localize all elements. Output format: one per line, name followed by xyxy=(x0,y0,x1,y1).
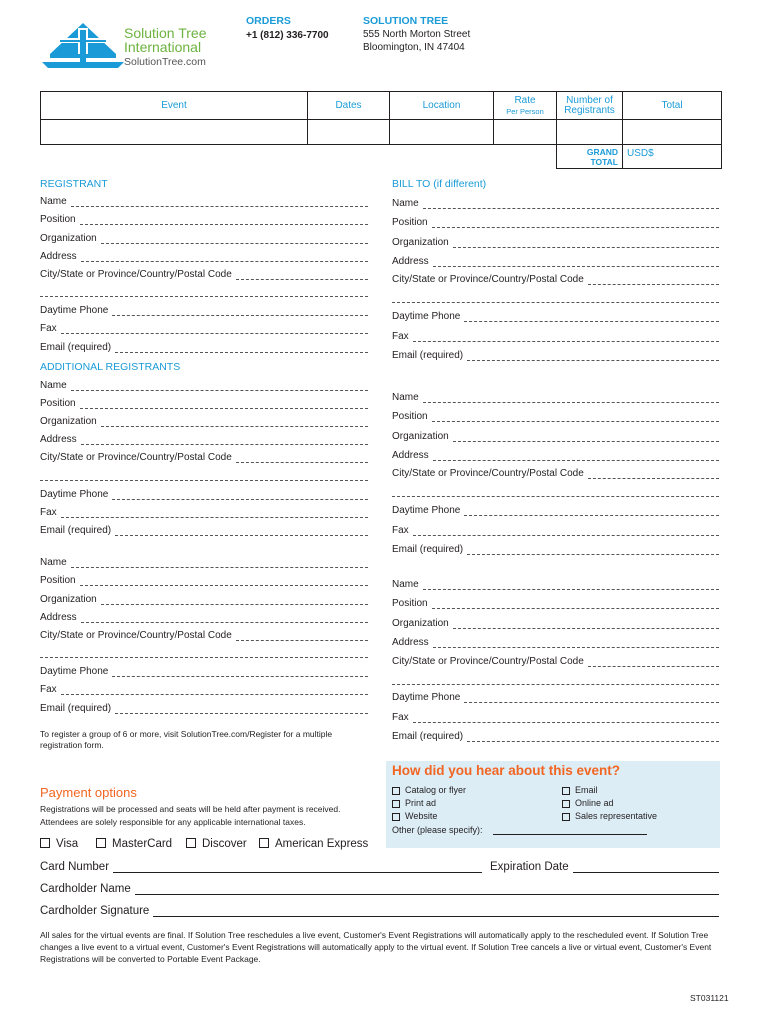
col-total: Total xyxy=(623,92,722,120)
col-dates: Dates xyxy=(308,92,390,120)
logo-name-2: International xyxy=(124,39,202,55)
how-online-option[interactable]: Online ad xyxy=(562,798,614,808)
bill-email-field[interactable]: Email (required) xyxy=(392,350,719,361)
tree-logo-icon xyxy=(42,22,124,68)
registrant-phone-field[interactable]: Daytime Phone xyxy=(40,305,368,316)
form-code: ST031121 xyxy=(690,993,729,1003)
add3-city-field[interactable]: City/State or Province/Country/Postal Code xyxy=(392,468,719,479)
add2-fax-field[interactable]: Fax xyxy=(40,684,368,695)
registrant-name-field[interactable]: Name xyxy=(40,196,368,207)
location-cell[interactable] xyxy=(390,120,494,145)
how-sales-option[interactable]: Sales representative xyxy=(562,811,657,821)
company-street: 555 North Morton Street xyxy=(363,29,471,40)
logo xyxy=(42,22,232,72)
rate-cell[interactable] xyxy=(494,120,557,145)
logo-name-1: Solution Tree xyxy=(124,25,207,41)
online-checkbox[interactable] xyxy=(562,800,570,808)
grand-total-cell[interactable] xyxy=(623,145,722,169)
grand-total-label xyxy=(557,145,623,169)
add4-city-line2[interactable] xyxy=(392,684,719,685)
card-number-field[interactable]: Card Number xyxy=(40,861,482,873)
bill-position-field[interactable]: Position xyxy=(392,217,719,228)
cardholder-signature-field[interactable]: Cardholder Signature xyxy=(40,905,719,917)
add2-position-field[interactable]: Position xyxy=(40,575,368,586)
add4-fax-field[interactable]: Fax xyxy=(392,712,719,723)
add3-position-field[interactable]: Position xyxy=(392,411,719,422)
add1-position-field[interactable]: Position xyxy=(40,398,368,409)
how-heard-box xyxy=(386,761,720,848)
registrant-address-field[interactable]: Address xyxy=(40,251,368,262)
col-registrants-2: Registrants xyxy=(564,104,615,116)
registrant-email-field[interactable]: Email (required) xyxy=(40,342,368,353)
how-print-option[interactable]: Print ad xyxy=(392,798,436,808)
payment-note-2: Attendees are solely responsible for any applicable international taxes. xyxy=(40,817,306,827)
add1-city-field[interactable]: City/State or Province/Country/Postal Code xyxy=(40,452,368,463)
group-note: To register a group of 6 or more, visit SolutionTree.com/Register for a multiple registration form. xyxy=(40,729,333,750)
sales-checkbox[interactable] xyxy=(562,813,570,821)
bill-to-title: BILL TO (if different) xyxy=(392,178,487,190)
add1-phone-field[interactable]: Daytime Phone xyxy=(40,489,368,500)
catalog-checkbox[interactable] xyxy=(392,787,400,795)
print-checkbox[interactable] xyxy=(392,800,400,808)
payment-note-1: Registrations will be processed and seats will be held after payment is received. xyxy=(40,804,341,814)
add4-position-field[interactable]: Position xyxy=(392,598,719,609)
add3-city-line2[interactable] xyxy=(392,496,719,497)
add1-city-line2[interactable] xyxy=(40,480,368,481)
discover-checkbox[interactable] xyxy=(186,838,196,848)
how-email-option[interactable]: Email xyxy=(562,785,598,795)
col-location: Location xyxy=(390,92,494,120)
add4-city-field[interactable]: City/State or Province/Country/Postal Code xyxy=(392,656,719,667)
add2-city-line2[interactable] xyxy=(40,657,368,658)
add3-phone-field[interactable]: Daytime Phone xyxy=(392,505,719,516)
col-registrants-1: Number of xyxy=(566,94,613,106)
visa-checkbox[interactable] xyxy=(40,838,50,848)
registrant-city-line2[interactable] xyxy=(40,296,368,297)
registrant-title: REGISTRANT xyxy=(40,178,108,190)
col-rate-label: Rate xyxy=(514,94,536,106)
registrant-position-field[interactable]: Position xyxy=(40,214,368,225)
email-checkbox[interactable] xyxy=(562,787,570,795)
amex-checkbox[interactable] xyxy=(259,838,269,848)
col-registrants xyxy=(557,92,623,120)
add4-address-field[interactable]: Address xyxy=(392,637,719,648)
registrant-fax-field[interactable]: Fax xyxy=(40,323,368,334)
col-rate xyxy=(494,92,557,120)
bill-phone-field[interactable]: Daytime Phone xyxy=(392,311,719,322)
add2-city-field[interactable]: City/State or Province/Country/Postal Code xyxy=(40,630,368,641)
total-cell[interactable] xyxy=(623,120,722,145)
logo-url: SolutionTree.com xyxy=(124,56,206,68)
bill-fax-field[interactable]: Fax xyxy=(392,331,719,342)
add3-email-field[interactable]: Email (required) xyxy=(392,544,719,555)
order-table xyxy=(40,91,722,169)
dates-cell[interactable] xyxy=(308,120,390,145)
registrant-city-field[interactable]: City/State or Province/Country/Postal Code xyxy=(40,269,368,280)
additional-title: ADDITIONAL REGISTRANTS xyxy=(40,361,181,373)
bill-organization-field[interactable]: Organization xyxy=(392,237,719,248)
add4-organization-field[interactable]: Organization xyxy=(392,618,719,629)
orders-title: ORDERS xyxy=(246,15,291,27)
currency-label: USD$ xyxy=(627,148,654,159)
payment-title: Payment options xyxy=(40,785,137,800)
add3-name-field[interactable]: Name xyxy=(392,392,719,403)
cardholder-name-field[interactable]: Cardholder Name xyxy=(40,883,719,895)
bill-city-line2[interactable] xyxy=(392,302,719,303)
add2-phone-field[interactable]: Daytime Phone xyxy=(40,666,368,677)
add4-name-field[interactable]: Name xyxy=(392,579,719,590)
grand-total-2: TOTAL xyxy=(590,156,618,167)
event-cell[interactable] xyxy=(41,120,308,145)
card-discover-option[interactable]: Discover xyxy=(186,838,247,850)
add1-email-field[interactable]: Email (required) xyxy=(40,525,368,536)
website-checkbox[interactable] xyxy=(392,813,400,821)
add3-fax-field[interactable]: Fax xyxy=(392,525,719,536)
add1-name-field[interactable]: Name xyxy=(40,380,368,391)
card-amex-option[interactable]: American Express xyxy=(259,838,368,850)
add2-address-field[interactable]: Address xyxy=(40,612,368,623)
expiration-field[interactable]: Expiration Date xyxy=(490,861,719,873)
add4-phone-field[interactable]: Daytime Phone xyxy=(392,692,719,703)
terms-text: All sales for the virtual events are final. If Solution Tree reschedules a live event, Customer's Event Registrations will automatically apply to the rescheduled event. If Solution Tree changes a live event to a virtual event, Customer's Event Registrations will automatically apply to the virtual event. If Solution Tree cancels a live or virtual event, Customer's Event Registrations will be converted to Portable Event Package. xyxy=(40,930,712,964)
how-heard-title: How did you hear about this event? xyxy=(392,763,621,778)
add4-email-field[interactable]: Email (required) xyxy=(392,731,719,742)
how-catalog-option[interactable]: Catalog or flyer xyxy=(392,785,466,795)
add2-organization-field[interactable]: Organization xyxy=(40,594,368,605)
bill-address-field[interactable]: Address xyxy=(392,256,719,267)
company-title: SOLUTION TREE xyxy=(363,15,449,27)
add1-address-field[interactable]: Address xyxy=(40,434,368,445)
add1-organization-field[interactable]: Organization xyxy=(40,416,368,427)
add2-name-field[interactable]: Name xyxy=(40,557,368,568)
registrant-organization-field[interactable]: Organization xyxy=(40,233,368,244)
card-visa-option[interactable]: Visa xyxy=(40,838,78,850)
add3-address-field[interactable]: Address xyxy=(392,450,719,461)
how-website-option[interactable]: Website xyxy=(392,811,437,821)
bill-city-field[interactable]: City/State or Province/Country/Postal Code xyxy=(392,274,719,285)
col-event: Event xyxy=(41,92,308,120)
add2-email-field[interactable]: Email (required) xyxy=(40,703,368,714)
registrants-cell[interactable] xyxy=(557,120,623,145)
grand-total-1: GRAND xyxy=(586,146,618,157)
add3-organization-field[interactable]: Organization xyxy=(392,431,719,442)
mastercard-checkbox[interactable] xyxy=(96,838,106,848)
col-rate-sub: Per Person xyxy=(506,106,544,116)
company-city: Bloomington, IN 47404 xyxy=(363,42,465,53)
orders-phone: +1 (812) 336-7700 xyxy=(246,30,329,41)
card-mastercard-option[interactable]: MasterCard xyxy=(96,838,172,850)
bill-name-field[interactable]: Name xyxy=(392,198,719,209)
add1-fax-field[interactable]: Fax xyxy=(40,507,368,518)
how-other-field[interactable]: Other (please specify): xyxy=(392,825,647,835)
